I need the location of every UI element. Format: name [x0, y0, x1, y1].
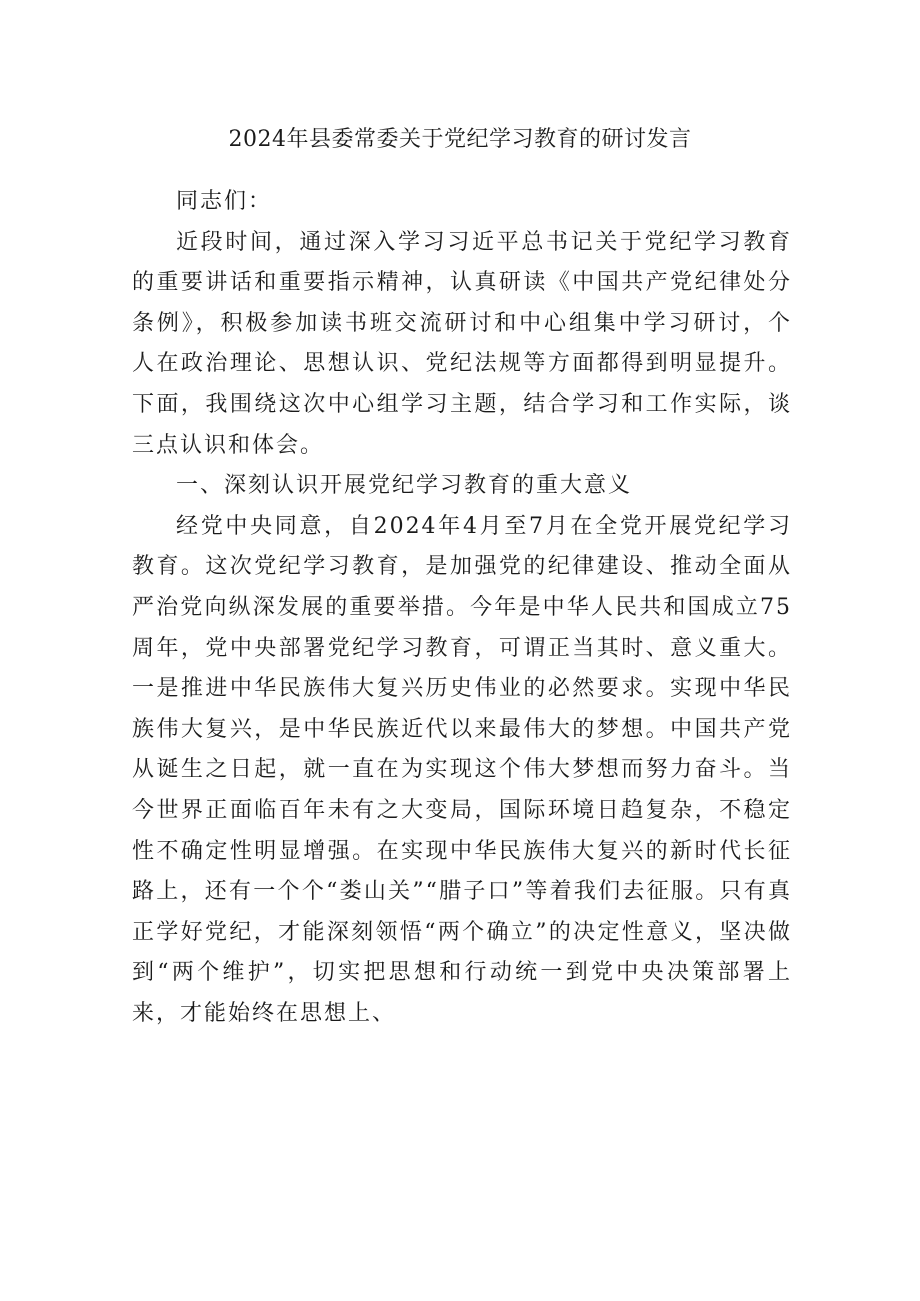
intro-paragraph: 近段时间，通过深入学习习近平总书记关于党纪学习教育的重要讲话和重要指示精神，认真研读《中国共产党纪律处分条例》，积极参加读书班交流研讨和中心组集中学习研讨，个人在政治理论、思想认识、党纪法规等方面都得到明显提升。下面，我围绕这次中心组学习主题，结合学习和工作实际，谈三点认识和体会。 [132, 229, 792, 458]
section-1-paragraph: 经党中央同意，自2024年4月至7月在全党开展党纪学习教育。这次党纪学习教育，是加强党的纪律建设、推动全面从严治党向纵深发展的重要举措。今年是中华人民共和国成立75周年，党中央部署党纪学习教育，可谓正当其时、意义重大。一是推进中华民族伟大复兴历史伟业的必然要求。实现中华民族伟大复兴，是中华民族近代以来最伟大的梦想。中国共产党从诞生之日起，就一直在为实现这个伟大梦想而努力奋斗。当今世界正面临百年未有之大变局，国际环境日趋复杂，不稳定性不确定性明显增强。在实现中华民族伟大复兴的新时代长征路上，还有一个个“娄山关”“腊子口”等着我们去征服。只有真正学好党纪，才能深刻领悟“两个确立”的决定性意义，坚决做到“两个维护”，切实把思想和行动统一到党中央决策部署上来，才能始终在思想上、 [132, 513, 792, 1026]
salutation: 同志们： [176, 189, 273, 214]
document-title: 2024年县委常委关于党纪学习教育的研讨发言 [228, 127, 692, 152]
document-body [132, 182, 792, 1034]
section-heading-1: 一、深刻认识开展党纪学习教育的重大意义 [176, 473, 633, 499]
